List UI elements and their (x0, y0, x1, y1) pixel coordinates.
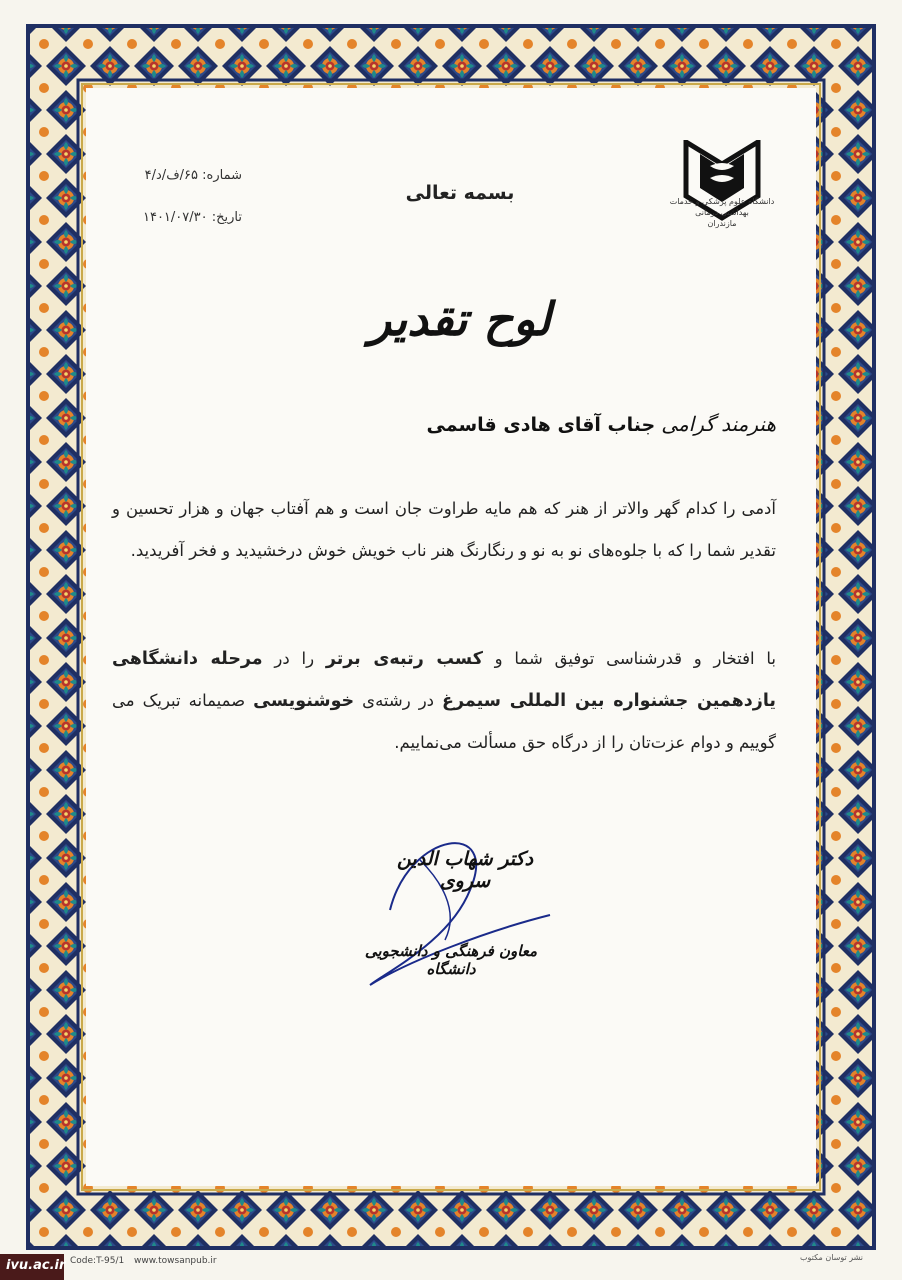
certificate-title: لوح تقدیر (369, 292, 551, 346)
recipient-honorific: هنرمند گرامی (661, 412, 776, 436)
watermark-text: ivu.ac.ir (6, 1258, 66, 1273)
p2-text-1: با افتخار و قدرشناسی توفیق شما و (482, 649, 776, 668)
p2-text-4: صمیمانه تبریک می گوییم و دوام عزت‌تان را از درگاه حق مسألت می‌نماییم. (112, 691, 776, 752)
basmala-heading: بسمه تعالی (405, 182, 515, 204)
reference-number (110, 168, 242, 183)
signatory-name: دکتر شهاب الدین سروی (396, 848, 534, 892)
date-label: تاریخ: (211, 210, 242, 225)
p2-bold-festival: مرحله دانشگاهی یازدهمین جشنواره بین المللی سیمرغ (112, 649, 776, 711)
certificate-paper (86, 88, 816, 1186)
number-value: ۶۵/ف/د/۴ (144, 168, 199, 183)
signatory-role: معاون فرهنگی و دانشجویی دانشگاه (364, 942, 538, 978)
logo-caption-line2: مازندران (707, 219, 737, 228)
printer-website: www.towsanpub.ir (134, 1256, 217, 1266)
body-paragraph-1: آدمی را کدام گهر والاتر از هنر که هم مایه طراوت جان است و هم آفتاب جهان و هزار تحسین و تقدیر شما را که با جلوه‌های نو به نو و رنگارنگ هنر ناب خویش خوش درخشیدید و فخر آفریدید. (112, 499, 776, 560)
body-paragraph-2 (112, 638, 776, 764)
logo-caption (668, 196, 776, 229)
printer-mark: نشر توسان مکتوب (800, 1253, 864, 1262)
recipient-line (110, 412, 776, 436)
date-value: ۱۴۰۱/۰۷/۳۰ (142, 210, 208, 225)
number-label: شماره: (202, 168, 242, 183)
document-code: Code:T-95/1 (70, 1256, 125, 1266)
p2-bold-field: خوشنویسی (253, 691, 355, 711)
p2-text-2: را در (262, 649, 326, 668)
reference-date (110, 210, 242, 225)
recipient-name: جناب آقای هادی قاسمی (426, 414, 656, 436)
p2-bold-rank: کسب رتبه‌ی برتر (325, 649, 483, 669)
logo-caption-line1: دانشگاه علوم پزشکی و خدمات بهداشتی درمانی (669, 197, 775, 217)
p2-text-3: در رشته‌ی (354, 691, 443, 710)
